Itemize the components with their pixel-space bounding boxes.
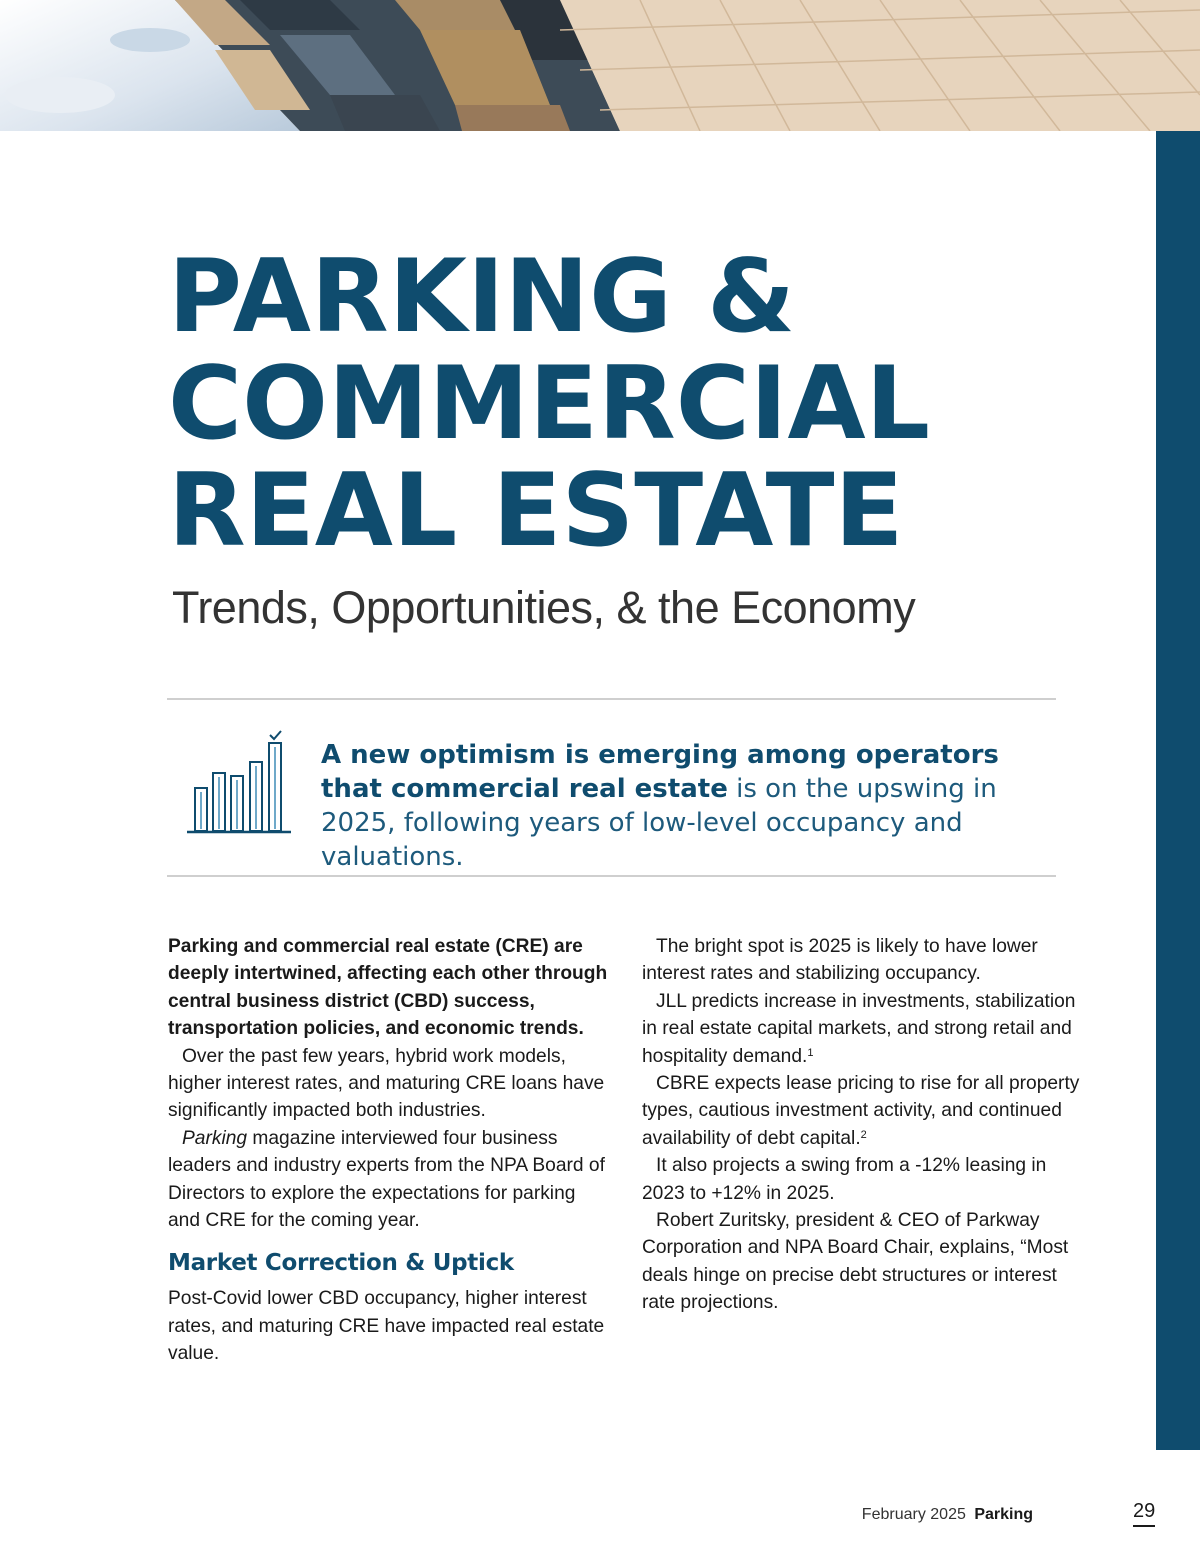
right-paragraph-1: The bright spot is 2025 is likely to have lower interest rates and stabilizing occupancy. xyxy=(642,936,1038,985)
hero-building-photo xyxy=(0,0,1200,131)
right-paragraph-4: It also projects a swing from a -12% leasing in 2023 to +12% in 2025. xyxy=(642,1155,1047,1204)
publication-name: Parking xyxy=(974,1506,1033,1523)
article-left-column xyxy=(168,933,608,1368)
bar-chart-checkmark-icon xyxy=(186,728,292,836)
right-paragraph-3-text: CBRE expects lease pricing to rise for all property types, cautious investment activity, and continued availability of debt capital. xyxy=(642,1073,1080,1149)
callout-text xyxy=(321,738,1041,874)
callout-rest-text: is on the upswing in 2025, following years of low-level occupancy and valuations. xyxy=(321,774,997,872)
callout-top-divider xyxy=(167,698,1056,700)
left-paragraph-2 xyxy=(168,1125,608,1235)
right-paragraph-2-text: JLL predicts increase in investments, stabilization in real estate capital markets, and strong retail and hospitality demand. xyxy=(642,990,1076,1067)
footnote-ref-2: 2 xyxy=(860,1128,867,1141)
footnote-ref-1: 1 xyxy=(807,1046,814,1059)
page-subtitle: Trends, Opportunities, & the Economy xyxy=(172,582,916,633)
callout-bold-text: A new optimism is emerging among operators that commercial real estate xyxy=(321,740,999,804)
title-line-1: PARKING & xyxy=(168,237,796,355)
page-footer xyxy=(0,1500,1200,1530)
page-title xyxy=(168,237,1068,569)
title-line-2: COMMERCIAL xyxy=(168,344,930,462)
article-right-column xyxy=(642,933,1082,1317)
building-facade-graphic xyxy=(0,0,1200,131)
article-lead: Parking and commercial real estate (CRE) are deeply intertwined, affecting each other through central business district (CBD) success, transportation policies, and economic trends. xyxy=(168,936,608,1040)
right-paragraph-3 xyxy=(642,1070,1082,1152)
page-number: 29 xyxy=(1133,1500,1155,1527)
section-heading: Market Correction & Uptick xyxy=(168,1250,514,1277)
right-paragraph-2 xyxy=(642,988,1082,1070)
left-paragraph-3: Post-Covid lower CBD occupancy, higher interest rates, and maturing CRE have impacted real estate value. xyxy=(168,1288,605,1365)
magazine-name: Parking xyxy=(182,1127,248,1149)
left-paragraph-2-text: magazine interviewed four business leaders and industry experts from the NPA Board of Directors to explore the expectations for parking and CRE for the coming year. xyxy=(168,1127,605,1232)
issue-date: February 2025 xyxy=(861,1506,966,1523)
title-line-3: REAL ESTATE xyxy=(168,451,904,569)
footer-issue xyxy=(862,1506,1033,1524)
right-paragraph-5: Robert Zuritsky, president & CEO of Parkway Corporation and NPA Board Chair, explains, “Most deals hinge on precise debt structures or interest rate projections. xyxy=(642,1210,1069,1314)
sidebar-accent-bar xyxy=(1156,131,1200,1450)
callout-bottom-divider xyxy=(167,875,1056,877)
left-paragraph-1: Over the past few years, hybrid work models, higher interest rates, and maturing CRE loans have significantly impacted both industries. xyxy=(168,1045,605,1122)
